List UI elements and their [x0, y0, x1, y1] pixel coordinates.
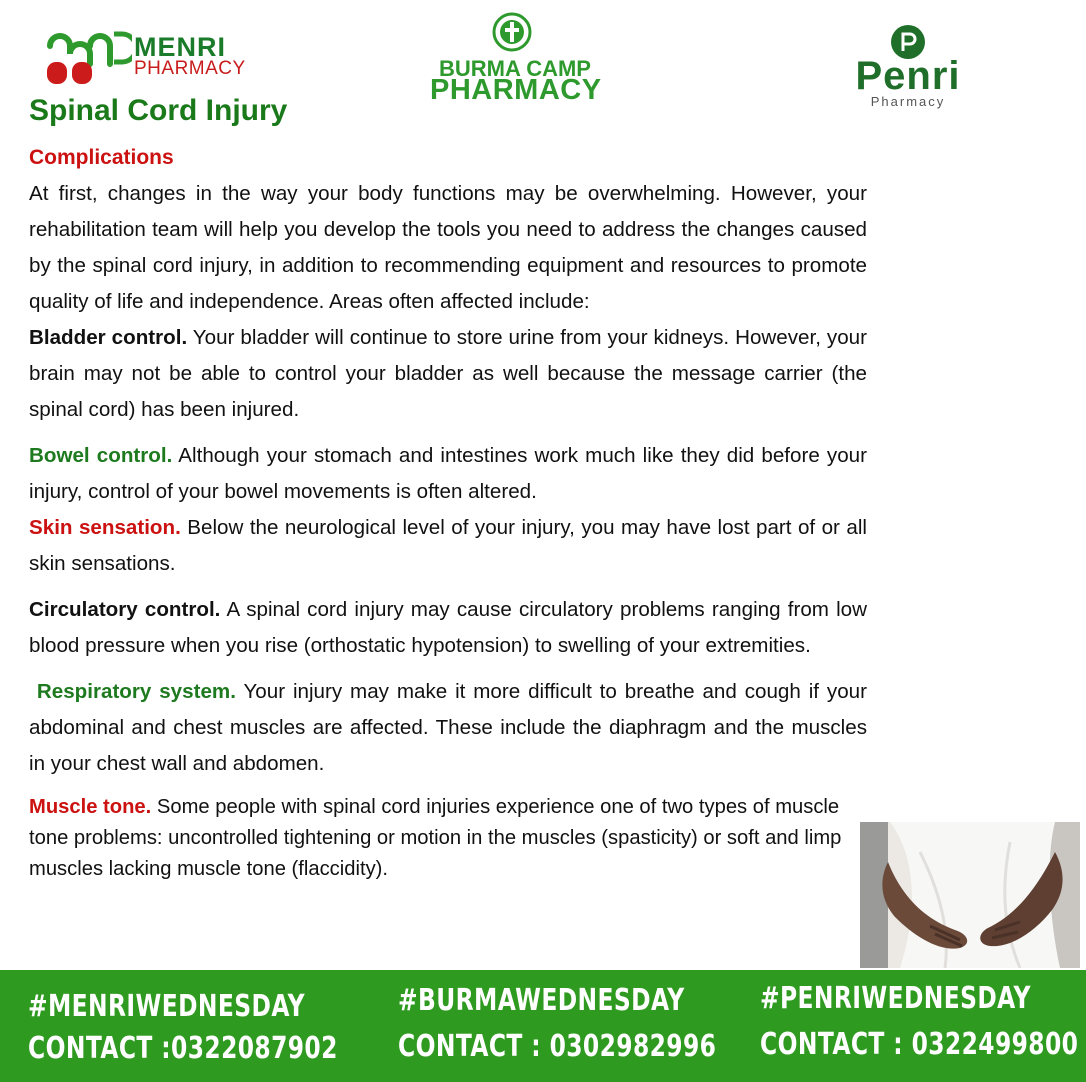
- item-term: Respiratory system.: [36, 680, 236, 703]
- footer-contact: CONTACT : 0322499800: [760, 1027, 1079, 1062]
- capsule-icon: [42, 26, 132, 88]
- back-pain-photo: [860, 822, 1080, 968]
- item-bowel: [29, 438, 867, 510]
- item-muscle-tone: [29, 792, 844, 885]
- item-respiratory: [29, 674, 867, 782]
- burma-logo-line2: PHARMACY: [430, 74, 602, 106]
- item-text: Your injury may make it more difficult to breathe and cough if your abdominal and chest muscles are affected. These include the diaphragm and the muscles in your chest wall and abdomen.: [29, 680, 867, 775]
- item-skin: [29, 510, 867, 582]
- section-heading: Complications: [29, 146, 174, 169]
- item-term: Bladder control.: [29, 326, 188, 349]
- footer-contact: CONTACT : 0302982996: [398, 1029, 717, 1064]
- penri-pharmacy-logo: [848, 24, 968, 114]
- item-term: Bowel control.: [29, 444, 173, 467]
- burma-camp-pharmacy-logo: [430, 10, 600, 105]
- item-text: Your bladder will continue to store urine from your kidneys. However, your brain may not be able to control your bladder as well because the message carrier (the spinal cord) has been injured.: [29, 326, 867, 421]
- emblem-icon: [492, 12, 532, 52]
- footer-penri: [760, 978, 1078, 1066]
- burma-logo-line1: BURMA CAMP: [439, 56, 591, 81]
- article-body: [29, 140, 867, 885]
- item-circulatory: [29, 592, 867, 664]
- item-bladder: [29, 320, 867, 428]
- item-text: Below the neurological level of your injury, you may have lost part of or all skin sensations.: [29, 516, 867, 575]
- penri-logo-sub: Pharmacy: [870, 94, 946, 109]
- footer-banner: [0, 970, 1086, 1082]
- item-text: Although your stomach and intestines work much like they did before your injury, control of your bowel movements is often altered.: [29, 444, 867, 503]
- footer-hashtag: #PENRIWEDNESDAY: [760, 981, 1031, 1016]
- page-title: Spinal Cord Injury: [29, 94, 288, 127]
- footer-hashtag: #MENRIWEDNESDAY: [28, 989, 305, 1024]
- item-term: Skin sensation.: [29, 516, 181, 539]
- footer-hashtag: #BURMAWEDNESDAY: [398, 983, 685, 1018]
- footer-burma: [398, 980, 716, 1068]
- item-text: A spinal cord injury may cause circulatory problems ranging from low blood pressure when you rise (orthostatic hypotension) to swelling of your extremities.: [29, 598, 867, 657]
- footer-contact: CONTACT :0322087902: [28, 1031, 338, 1066]
- item-term: Muscle tone.: [29, 796, 152, 818]
- menri-logo-name: MENRI: [134, 32, 226, 62]
- menri-logo-sub: PHARMACY: [134, 58, 246, 79]
- penri-logo-name: Penri: [855, 54, 961, 98]
- item-text: Some people with spinal cord injuries experience one of two types of muscle tone problems: uncontrolled tightening or motion in the muscles (spasticity) or soft and limp muscles lacking muscle tone (flaccidity).: [29, 796, 842, 880]
- menri-pharmacy-logo: [42, 26, 262, 88]
- intro-paragraph: At first, changes in the way your body functions may be overwhelming. However, your rehabilitation team will help you develop the tools you need to address the changes caused by the spinal cord injury, in addition to recommending equipment and resources to promote quality of life and independence. Areas often affected include:: [29, 182, 867, 313]
- footer-menri: [28, 986, 338, 1070]
- item-term: Circulatory control.: [29, 598, 221, 621]
